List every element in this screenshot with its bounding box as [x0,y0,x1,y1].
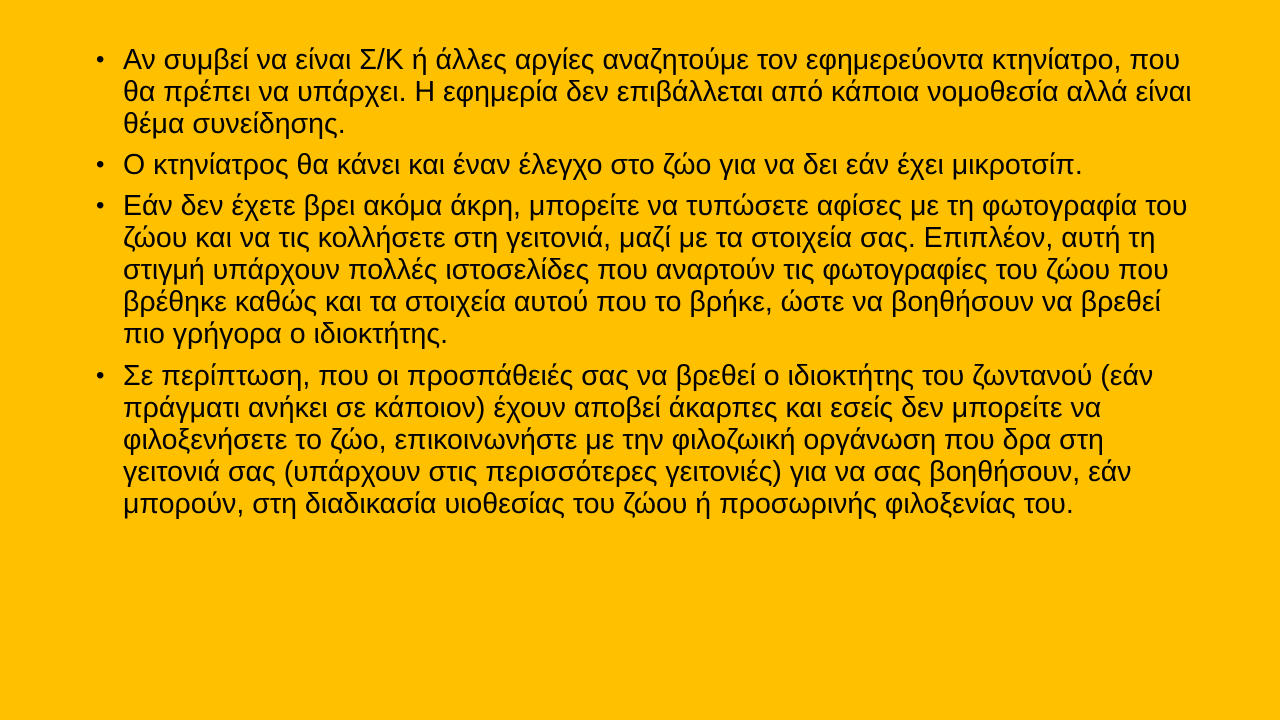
bullet-item [96,190,1194,350]
bullet-dot-icon: • [96,46,105,73]
bullet-item [96,360,1194,520]
bullet-dot-icon: • [96,192,105,219]
bullet-text: Αν συμβεί να είναι Σ/Κ ή άλλες αργίες αναζητούμε τον εφημερεύοντα κτηνίατρο, που θα πρέπει να υπάρχει. Η εφημερία δεν επιβάλλεται από κάποια νομοθεσία αλλά είναι θέμα συνείδησης. [123,44,1192,140]
bullet-list [96,44,1194,520]
bullet-item [96,44,1194,140]
bullet-dot-icon: • [96,151,105,178]
bullet-item [96,149,1194,181]
bullet-dot-icon: • [96,362,105,389]
bullet-text: Ο κτηνίατρος θα κάνει και έναν έλεγχο στο ζώο για να δει εάν έχει μικροτσίπ. [123,149,1083,181]
bullet-text: Σε περίπτωση, που οι προσπάθειές σας να βρεθεί ο ιδιοκτήτης του ζωντανού (εάν πράγματι ανήκει σε κάποιον) έχουν αποβεί άκαρπες και εσείς δεν μπορείτε να φιλοξενήσετε το ζώο, επικοινωνήστε με την φιλοζωική οργάνωση που δρα στη γειτονιά σας (υπάρχουν στις περισσότερες γειτονιές) για να σας βοηθήσουν, εάν μπορούν, στη διαδικασία υιοθεσίας του ζώου ή προσωρινής φιλοξενίας του. [123,360,1154,520]
bullet-text: Εάν δεν έχετε βρει ακόμα άκρη, μπορείτε να τυπώσετε αφίσες με τη φωτογραφία του ζώου και να τις κολλήσετε στη γειτονιά, μαζί με τα στοιχεία σας. Επιπλέον, αυτή τη στιγμή υπάρχουν πολλές ιστοσελίδες που αναρτούν τις φωτογραφίες του ζώου που βρέθηκε καθώς και τα στοιχεία αυτού που το βρήκε, ώστε να βοηθήσουν να βρεθεί πιο γρήγορα ο ιδιοκτήτης. [123,190,1188,350]
